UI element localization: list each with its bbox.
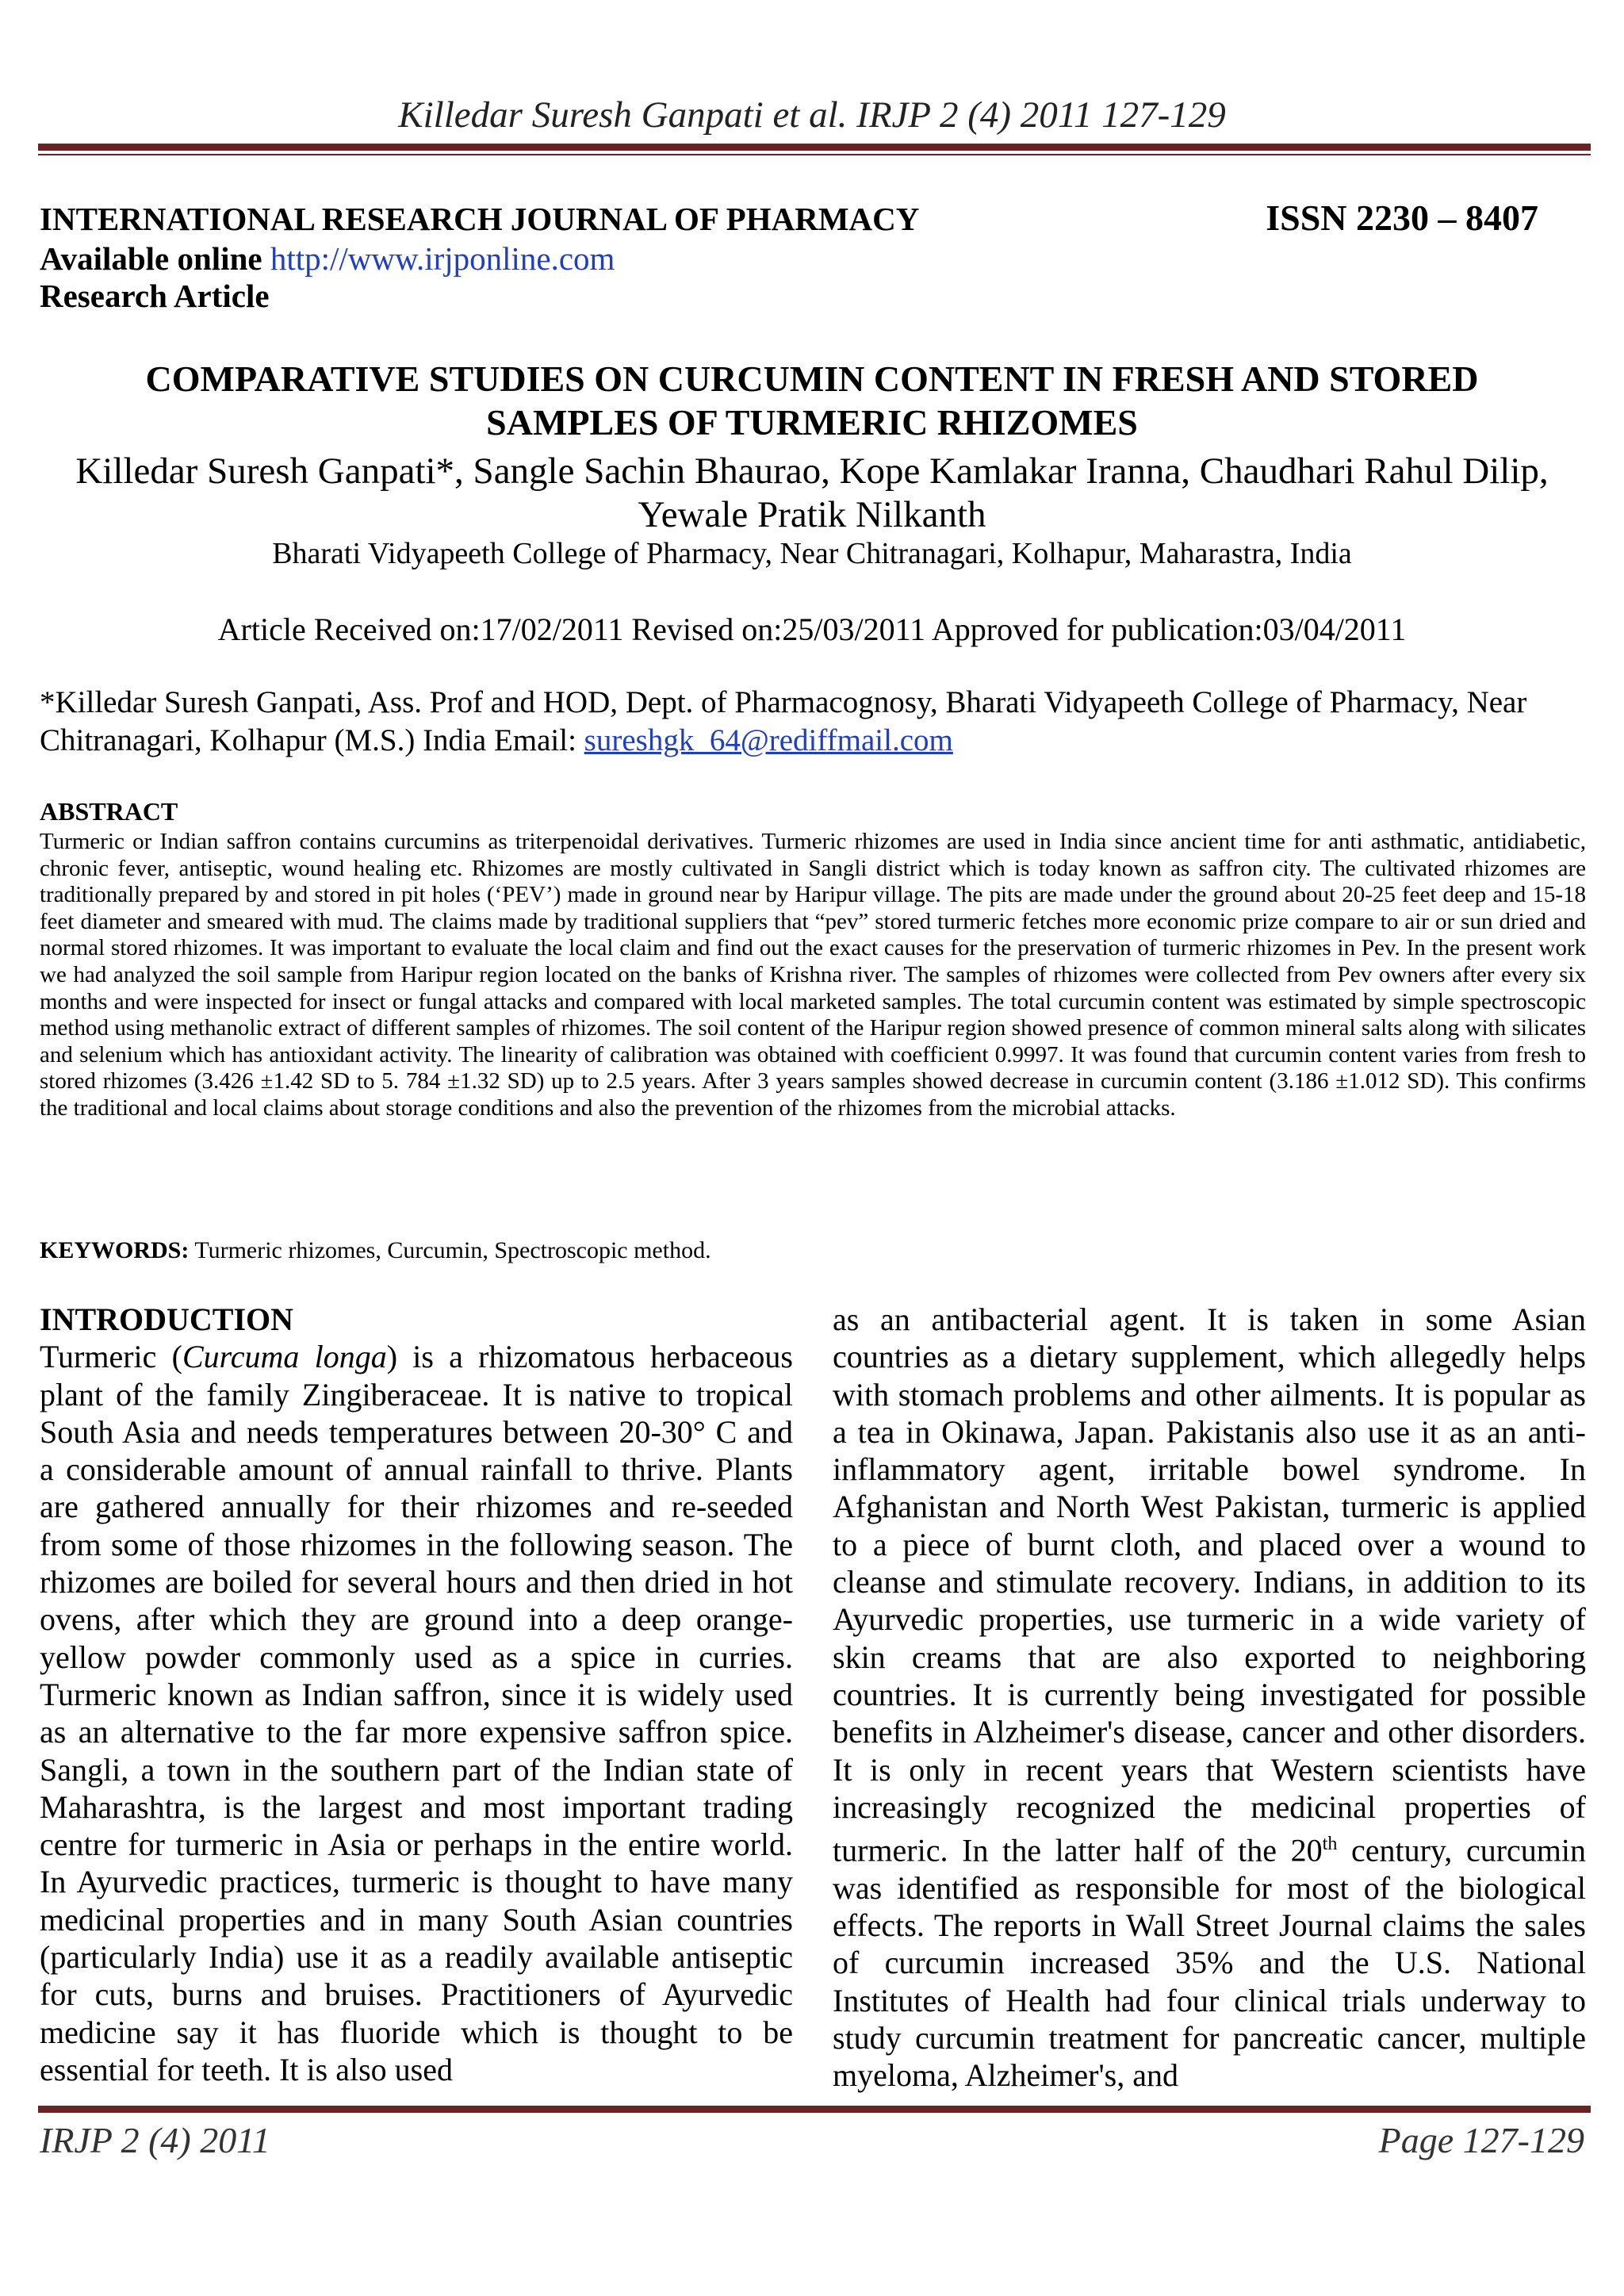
introduction-heading: INTRODUCTION [40, 1301, 294, 1337]
issn: ISSN 2230 – 8407 [1266, 197, 1538, 238]
keywords [40, 1237, 711, 1264]
availability-line [40, 240, 615, 278]
correspondence-text: *Killedar Suresh Ganpati, Ass. Prof and HOD, Dept. of Pharmacognosy, Bharati Vidyapeeth College of Pharmacy, Near Chitranagari, Kolhapur (M.S.) India Email: [40, 685, 1527, 757]
keywords-text: Turmeric rhizomes, Curcumin, Spectroscopic method. [189, 1237, 711, 1263]
paper-title: COMPARATIVE STUDIES ON CURCUMIN CONTENT IN FRESH AND STORED SAMPLES OF TURMERIC RHIZOMES [145, 358, 1479, 443]
journal-line [40, 197, 1538, 238]
article-type: Research Article [40, 278, 270, 314]
column-left [40, 1301, 793, 2088]
keywords-label: KEYWORDS: [40, 1237, 190, 1263]
abstract-body: Turmeric or Indian saffron contains curcumins as triterpenoidal derivatives. Turmeric rhizomes are used in India since ancient time for anti asthmatic, antidiabetic, chronic fever, antiseptic, wound healing etc. Rhizomes are mostly cultivated in Sangli district which is today known as saffron city. The cultivated rhizomes are traditionally prepared by and stored in pit holes (‘PEV’) made in ground near by Haripur village. The pits are made under the ground about 20-25 feet deep and 15-18 feet diameter and smeared with mud. The claims made by traditional suppliers that “pev” stored turmeric fetches more economic prize compare to air or sun dried and normal stored rhizomes. It was important to evaluate the local claim and find out the exact causes for the preservation of turmeric rhizomes in Pev. In the present work we had analyzed the soil sample from Haripur region located on the banks of Krishna river. The samples of rhizomes were collected from Pev owners after every six months and were inspected for insect or fungal attacks and compared with local marketed samples. The total curcumin content was estimated by simple spectroscopic method using methanolic extract of different samples of rhizomes. The soil content of the Haripur region showed presence of common mineral salts along with silicates and selenium which has antioxidant activity. The linearity of calibration was obtained with coefficient 0.9997. It was found that curcumin content varies from fresh to stored rhizomes (3.426 ±1.42 SD to 5. 784 ±1.32 SD) up to 2.5 years. After 3 years samples showed decrease in curcumin content (3.186 ±1.012 SD). This confirms the traditional and local claims about storage conditions and also the prevention of the rhizomes from the microbial attacks. [40, 829, 1586, 1121]
footer-journal: IRJP 2 (4) 2011 [40, 2120, 270, 2160]
correspondence [40, 684, 1584, 760]
journal-name: INTERNATIONAL RESEARCH JOURNAL OF PHARMACY [40, 201, 920, 237]
header-rule-thin [38, 154, 1591, 155]
column-right [833, 1301, 1586, 2095]
intro-left-text-cont: ) is a rhizomatous herbaceous plant of the family Zingiberaceae. It is native to tropical South Asia and needs temperatures between 20-30° C and a considerable amount of annual rainfall to thrive. Plants are gathered annually for their rhizomes and re-seeded from some of those rhizomes in the following season. The rhizomes are boiled for several hours and then dried in hot ovens, after which they are ground into a deep orange-yellow powder commonly used as a spice in curries. Turmeric known as Indian saffron, since it is widely used as an alternative to the far more expensive saffron spice. Sangli, a town in the southern part of the Indian state of Maharashtra, is the largest and most important trading centre for turmeric in Asia or perhaps in the entire world. In Ayurvedic practices, turmeric is thought to have many medicinal properties and in many South Asian countries (particularly India) use it as a readily available antiseptic for cuts, burns and bruises. Practitioners of Ayurvedic medicine say it has fluoride which is thought to be essential for teeth. It is also used [40, 1339, 793, 2087]
available-label: Available online [40, 240, 262, 277]
article-dates: Article Received on:17/02/2011 Revised on:25/03/2011 Approved for publication:03/04/2011 [217, 611, 1407, 647]
species-name: Curcuma longa [182, 1339, 387, 1375]
intro-right-text: as an antibacterial agent. It is taken in some Asian countries as a dietary supplement, which allegedly helps with stomach problems and other ailments. It is popular as a tea in Okinawa, Japan. Pakistanis also use it as an anti-inflammatory agent, irritable bowel syndrome. In Afghanistan and North West Pakistan, turmeric is applied to a piece of burnt cloth, and placed over a wound to cleanse and stimulate recovery. Indians, in addition to its Ayurvedic properties, use turmeric in a wide variety of skin creams that are also exported to neighboring countries. It is currently being investigated for possible benefits in Alzheimer's disease, cancer and other disorders. It is only in recent years that Western scientists have increasingly recognized the medicinal properties of turmeric. In the latter half of the 20 [833, 1301, 1586, 1869]
journal-url-link[interactable]: http://www.irjponline.com [270, 240, 615, 277]
superscript-th: th [1322, 1834, 1338, 1855]
authors: Killedar Suresh Ganpati*, Sangle Sachin Bhaurao, Kope Kamlakar Iranna, Chaudhari Rahul Dilip, Yewale Pratik Nilkanth [75, 450, 1549, 535]
intro-right-text-cont: century, curcumin was identified as responsible for most of the biological effects. The reports in Wall Street Journal claims the sales of curcumin increased 35% and the U.S. National Institutes of Health had four clinical trials underway to study curcumin treatment for pancreatic cancer, multiple myeloma, Alzheimer's, and [833, 1832, 1586, 2094]
abstract-heading: ABSTRACT [40, 797, 178, 826]
footer-page: Page 127-129 [1378, 2120, 1584, 2160]
running-head: Killedar Suresh Ganpati et al. IRJP 2 (4) 2011 127-129 [398, 94, 1226, 136]
footer-rule-thick [38, 2106, 1591, 2113]
intro-left-text: Turmeric ( [40, 1339, 182, 1375]
header-rule-thick [38, 144, 1591, 151]
email-link[interactable]: sureshgk_64@rediffmail.com [584, 723, 953, 757]
affiliation: Bharati Vidyapeeth College of Pharmacy, Near Chitranagari, Kolhapur, Maharastra, India [272, 537, 1352, 570]
